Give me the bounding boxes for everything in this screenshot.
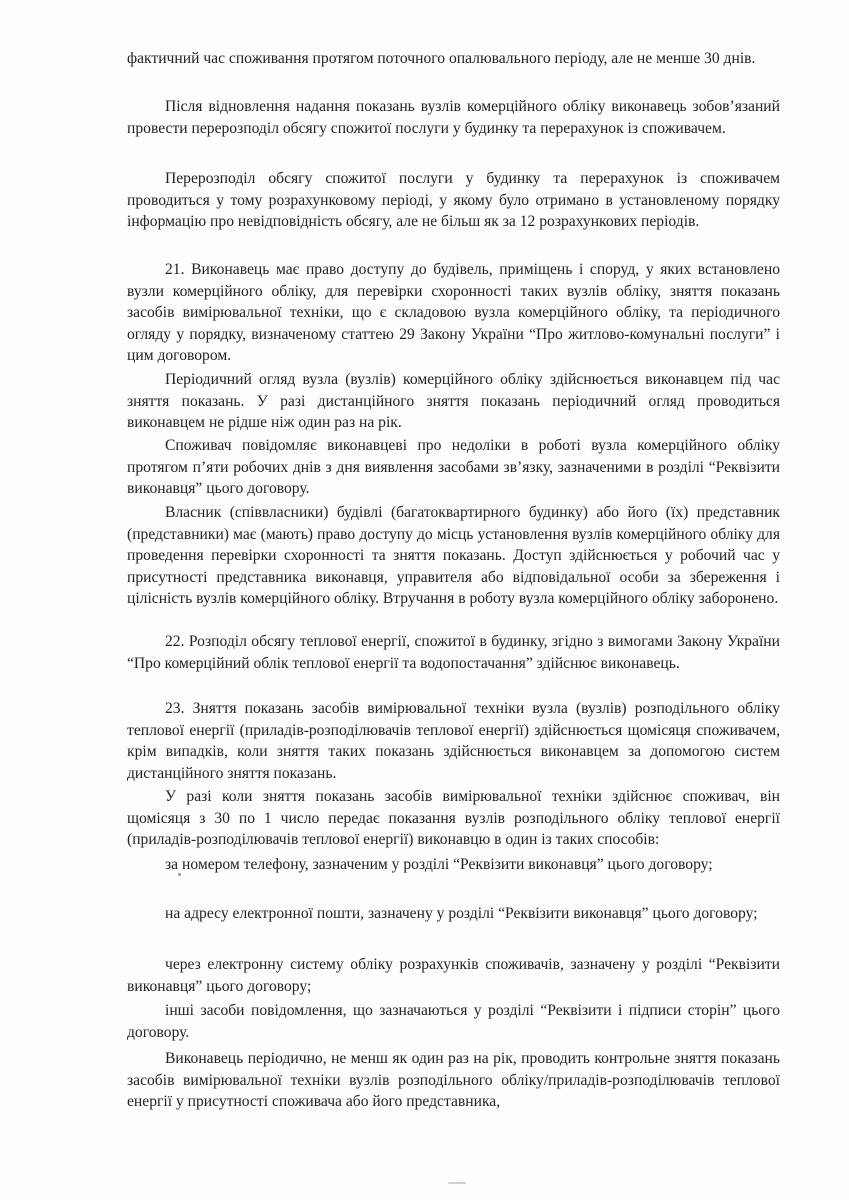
- paragraph-9: 23. Зняття показань засобів вимірювальної техніки вузла (вузлів) розподільного обліку теплової енергії (приладів-розподілювачів теплової енергії) здійснюється щомісяця споживачем, крім випадків, коли зняття таких показань здійснюється виконавцем за допомогою систем дистанційного зняття показань.: [127, 700, 780, 782]
- list-item-3: через електронну систему обліку розрахунків споживачів, зазначену у розділі “Реквізити виконавця” цього договору;: [127, 956, 780, 995]
- scan-speck: [178, 873, 181, 876]
- paragraph-8: 22. Розподіл обсягу теплової енергії, спожитої в будинку, згідно з вимогами Закону України “Про комерційний облік теплової енергії та водопостачання” здійснює виконавець.: [127, 633, 780, 672]
- paragraph-3: Перерозподіл обсягу спожитої послуги у будинку та перерахунок із споживачем проводиться у тому розрахунковому періоді, у якому було отримано в установленому порядку інформацію про невідповідність обсягу, але не більш як за 12 розрахункових періодів.: [127, 170, 780, 231]
- paragraph-1: фактичний час споживання протягом поточного опалювального періоду, але не менше 30 днів.: [127, 50, 756, 67]
- list-item-2: на адресу електронної пошти, зазначену у розділі “Реквізити виконавця” цього договору;: [165, 905, 758, 922]
- paragraph-4: 21. Виконавець має право доступу до будівель, приміщень і споруд, у яких встановлено вузли комерційного обліку, для перевірки схоронності таких вузлів обліку, зняття показань засобів вимірювальної техніки, що є складовою вузла комерційного обліку, та періодичного огляду у порядку, визначеному статтею 29 Закону України “Про житлово-комунальні послуги” і цим договором.: [127, 261, 780, 365]
- list-item-1: за номером телефону, зазначеним у розділі “Реквізити виконавця” цього договору;: [165, 856, 713, 873]
- paragraph-2: Після відновлення надання показань вузлів комерційного обліку виконавець зобов’язаний провести перерозподіл обсягу спожитої послуги у будинку та перерахунок із споживачем.: [127, 98, 780, 137]
- scan-mark: [448, 1182, 466, 1184]
- paragraph-11: Виконавець періодично, не менш як один раз на рік, проводить контрольне зняття показань засобів вимірювальної техніки вузлів розподільного обліку/приладів-розподілювачів теплової енергії у присутності споживача або його представника,: [127, 1050, 780, 1111]
- list-item-4: інші засоби повідомлення, що зазначаються у розділі “Реквізити і підписи сторін” цього договору.: [127, 1002, 780, 1041]
- paragraph-6: Споживач повідомляє виконавцеві про недоліки в роботі вузла комерційного обліку протягом п’яти робочих днів з дня виявлення засобами зв’язку, зазначеними в розділі “Реквізити виконавця” цього договору.: [127, 437, 780, 498]
- paragraph-5: Періодичний огляд вузла (вузлів) комерційного обліку здійснюється виконавцем під час зняття показань. У разі дистанційного зняття показань періодичний огляд проводиться виконавцем не рідше ніж один раз на рік.: [127, 371, 780, 432]
- paragraph-10: У разі коли зняття показань засобів вимірювальної техніки здійснює споживач, він щомісяця з 30 по 1 число передає показання вузлів розподільного обліку теплової енергії (приладів-розподілювачів теплової енергії) виконавцю в один із таких способів:: [127, 788, 780, 849]
- paragraph-7: Власник (співвласники) будівлі (багатоквартирного будинку) або його (їх) представник (представники) має (мають) право доступу до місць установлення вузлів комерційного обліку для проведення перевірки схоронності та зняття показань. Доступ здійснюється у робочий час у присутності представника виконавця, управителя або відповідальної особи за збереження і цілісність вузлів комерційного обліку. Втручання в роботу вузла комерційного обліку заборонено.: [127, 504, 780, 608]
